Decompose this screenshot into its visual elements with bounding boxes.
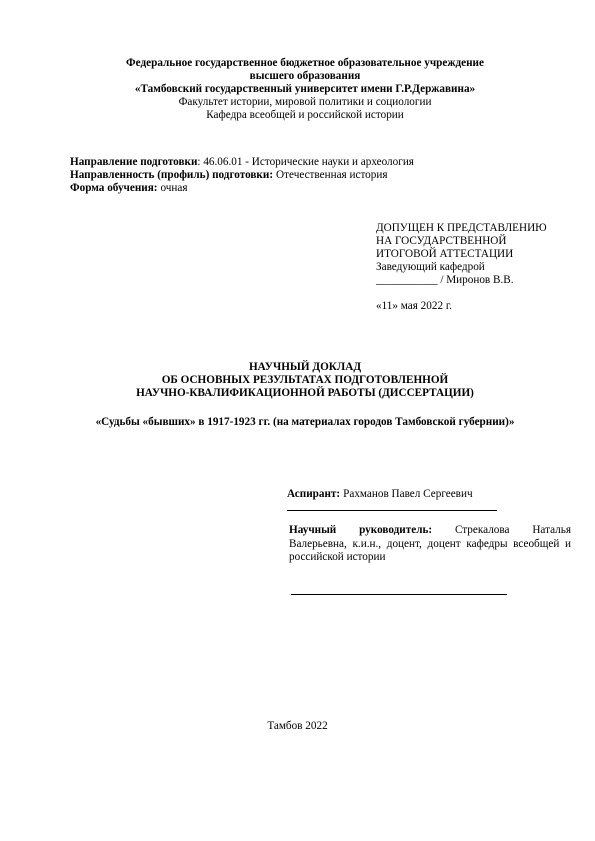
approval-line-3: ИТОГОВОЙ АТТЕСТАЦИИ xyxy=(376,248,514,260)
advisor-block xyxy=(289,524,571,565)
institution-level: высшего образования xyxy=(249,70,361,82)
student-label: Аспирант: xyxy=(287,488,341,500)
approval-date: «11» мая 2022 г. xyxy=(376,300,452,312)
form-value: очная xyxy=(160,182,188,194)
student-block xyxy=(287,488,507,511)
direction-label: Направление подготовки xyxy=(70,156,198,168)
approval-line-1: ДОПУЩЕН К ПРЕДСТАВЛЕНИЮ xyxy=(376,222,547,234)
form-label: Форма обучения: xyxy=(70,182,158,194)
direction-value: : 46.06.01 - Исторические науки и археология xyxy=(197,156,414,168)
title-line-3: НАУЧНО-КВАЛИФИКАЦИОННОЙ РАБОТЫ (ДИССЕРТАЦИИ) xyxy=(136,387,474,399)
advisor-value: Стрекалова Наталья Валерьевна, к.и.н., доцент, доцент кафедры всеобщей и российской истории xyxy=(289,524,571,564)
head-of-department: Заведующий кафедрой xyxy=(376,261,485,273)
study-fields xyxy=(70,156,414,195)
direction-row xyxy=(70,156,414,169)
profile-row xyxy=(70,169,414,182)
profile-value: Отечественная история xyxy=(276,169,388,181)
title-line-1: НАУЧНЫЙ ДОКЛАД xyxy=(248,361,362,373)
profile-label: Направленность (профиль) подготовки: xyxy=(70,169,274,181)
document-title xyxy=(50,361,560,400)
title-line-2: ОБ ОСНОВНЫХ РЕЗУЛЬТАТАХ ПОДГОТОВЛЕННОЙ xyxy=(161,374,449,386)
advisor-label: Научный руководитель: xyxy=(289,524,433,536)
department-name: Кафедра всеобщей и российской истории xyxy=(206,109,404,121)
advisor-signature-line xyxy=(291,594,507,595)
place-year: Тамбов 2022 xyxy=(267,720,328,732)
dissertation-theme: «Судьбы «бывших» в 1917-1923 гг. (на материалах городов Тамбовской губернии)» xyxy=(95,416,515,428)
form-row xyxy=(70,182,414,195)
faculty-name: Факультет истории, мировой политики и социологии xyxy=(178,96,432,108)
institution-type: Федеральное государственное бюджетное образовательное учреждение xyxy=(126,57,484,69)
student-row xyxy=(287,488,507,501)
approval-line-2: НА ГОСУДАРСТВЕННОЙ xyxy=(376,235,507,247)
approval-block xyxy=(376,222,547,313)
institution-header xyxy=(60,57,550,122)
student-name: Рахманов Павел Сергеевич xyxy=(343,488,473,500)
student-signature-line xyxy=(287,510,497,511)
head-signature: ___________ / Миронов В.В. xyxy=(376,274,514,286)
university-name: «Тамбовский государственный университет имени Г.Р.Державина» xyxy=(134,83,476,95)
